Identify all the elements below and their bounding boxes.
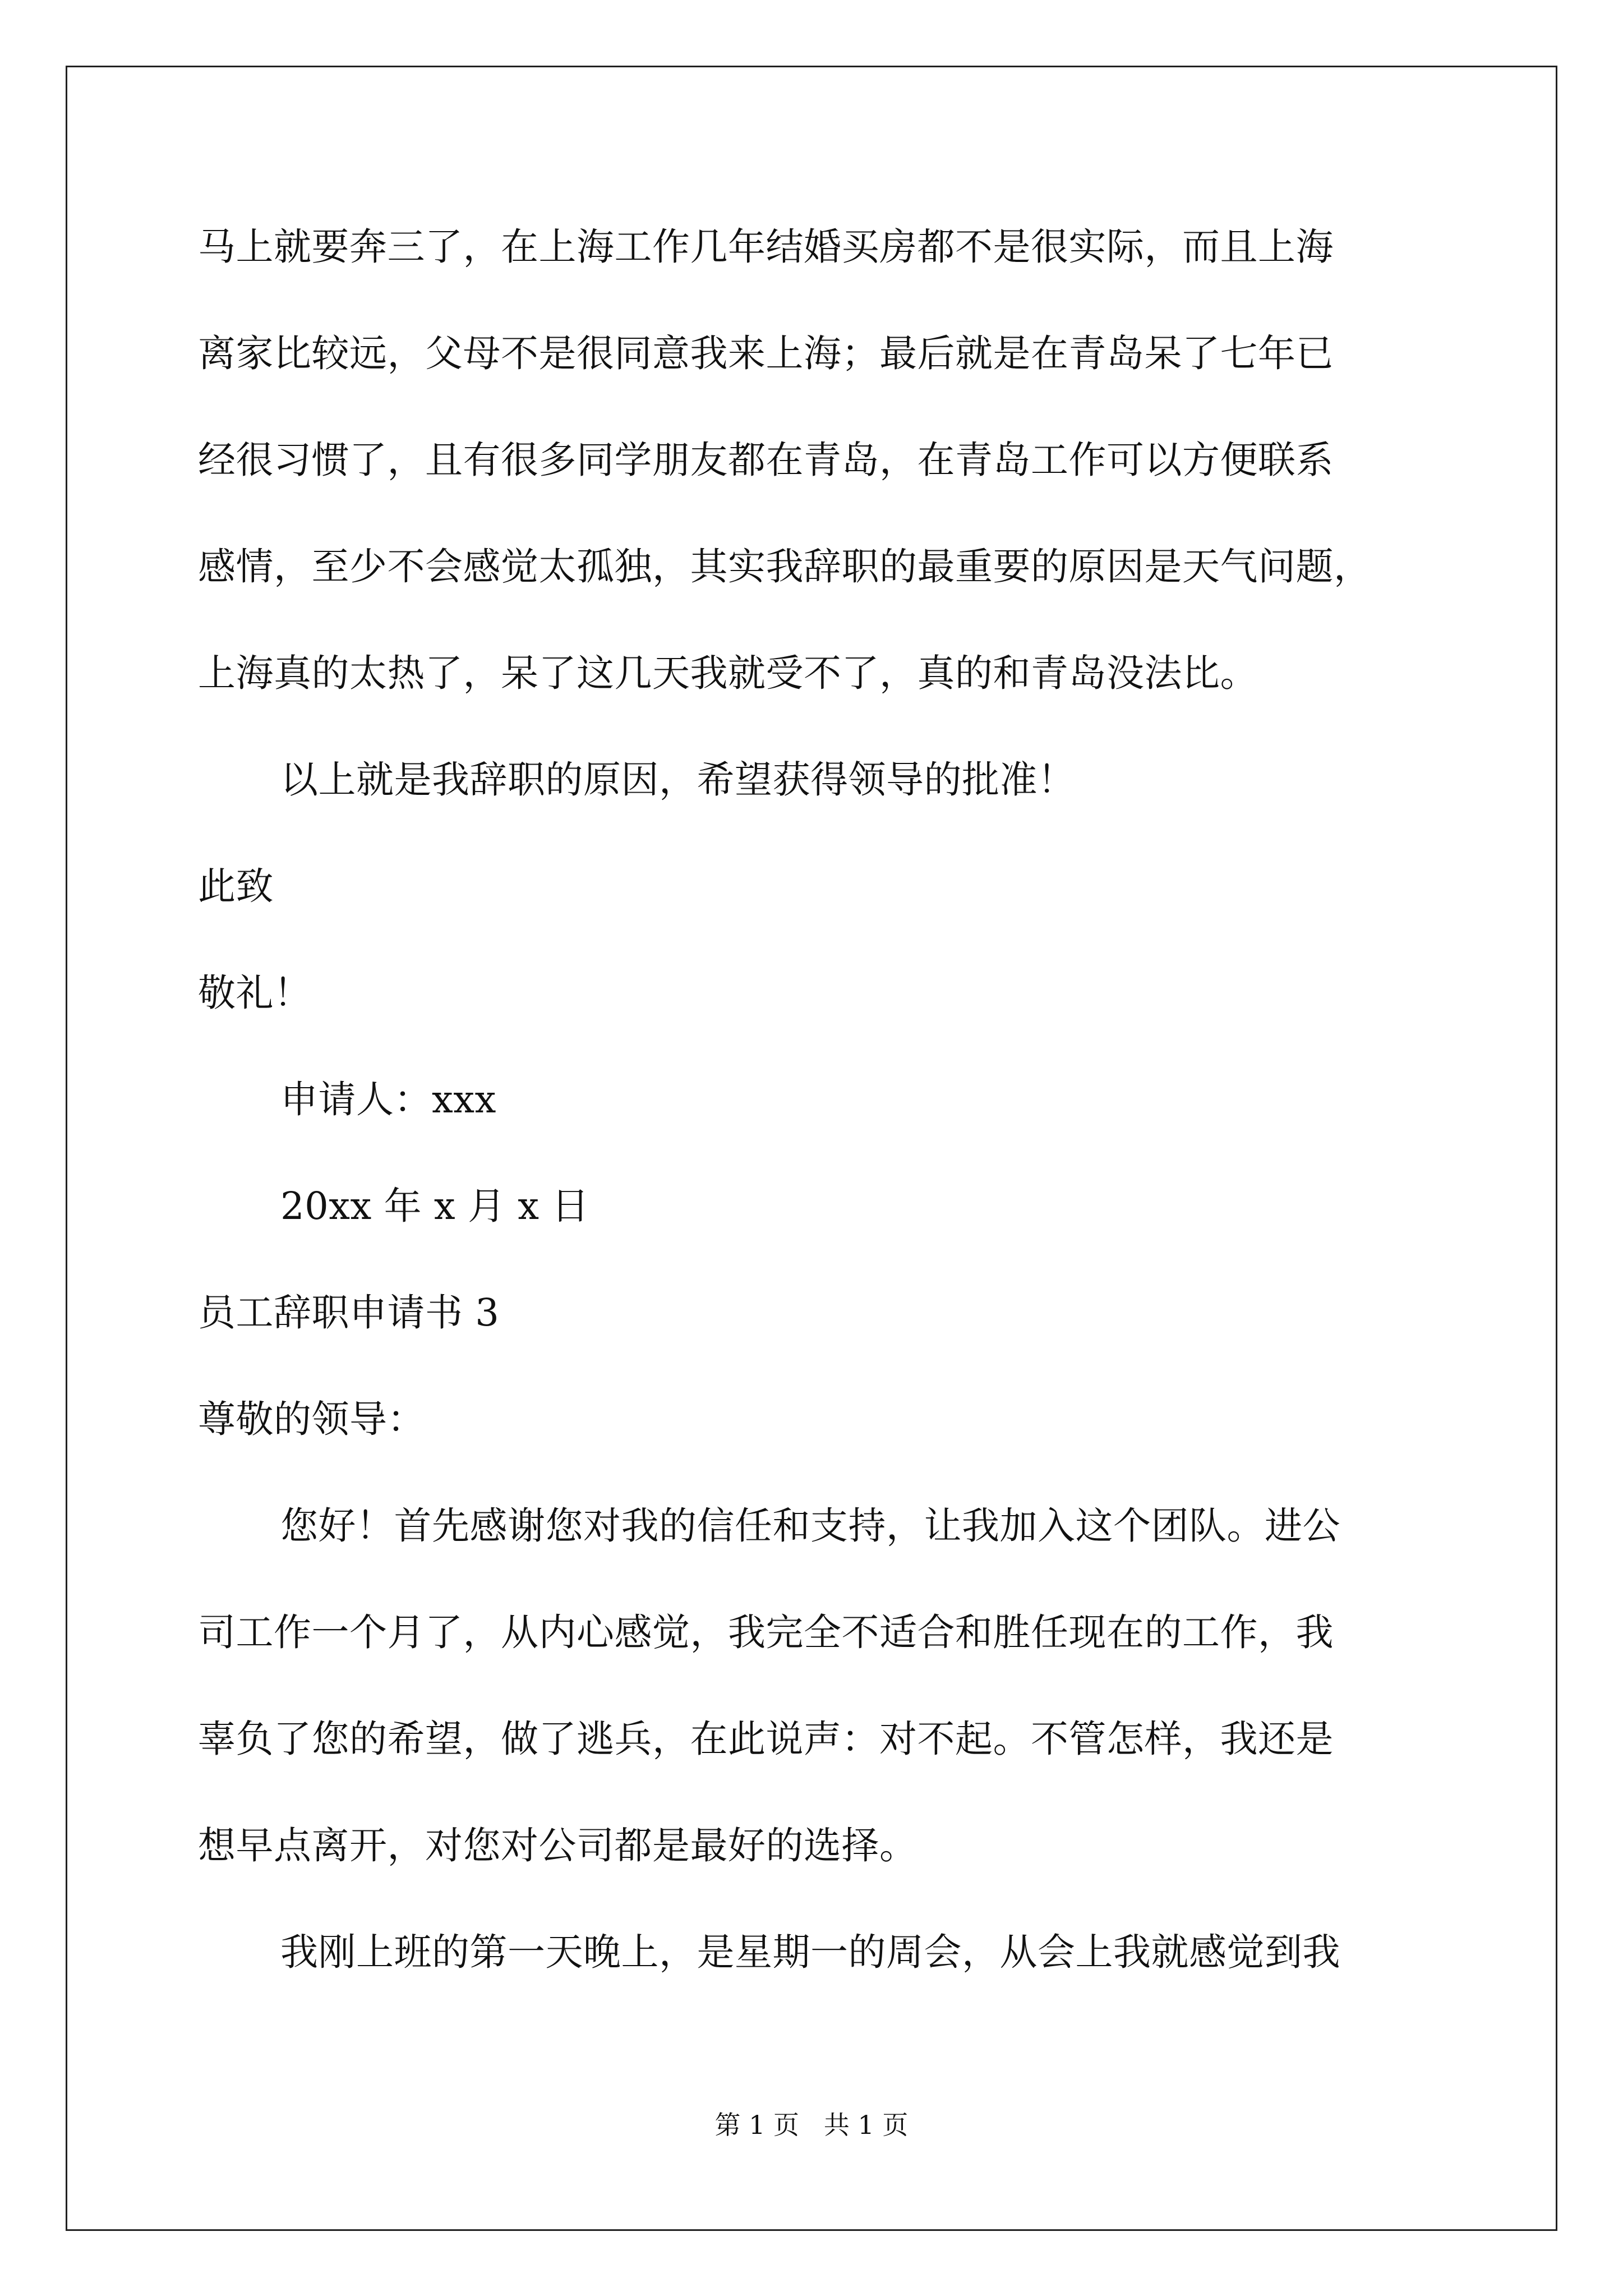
paragraph-line: 感情，至少不会感觉太孤独，其实我辞职的最重要的原因是天气问题， bbox=[198, 545, 1372, 588]
section-title: 员工辞职申请书 3 bbox=[198, 1291, 500, 1335]
paragraph-line: 经很习惯了，且有很多同学朋友都在青岛，在青岛工作可以方便联系 bbox=[198, 438, 1334, 482]
paragraph-line: 马上就要奔三了，在上海工作几年结婚买房都不是很实际，而且上海 bbox=[198, 225, 1334, 269]
paragraph-line: 以上就是我辞职的原因，希望获得领导的批准！ bbox=[280, 758, 1076, 802]
paragraph-line: 离家比较远，父母不是很同意我来上海；最后就是在青岛呆了七年已 bbox=[198, 332, 1334, 375]
paragraph-line: 上海真的太热了，呆了这几天我就受不了，真的和青岛没法比。 bbox=[198, 651, 1258, 695]
paragraph-line: 我刚上班的第一天晚上，是星期一的周会，从会上我就感觉到我 bbox=[280, 1930, 1340, 1974]
signature-date: 20xx 年 x 月 x 日 bbox=[280, 1184, 589, 1228]
paragraph-line: 辜负了您的希望，做了逃兵，在此说声：对不起。不管怎样，我还是 bbox=[198, 1717, 1334, 1761]
paragraph-line: 您好！首先感谢您对我的信任和支持，让我加入这个团队。进公 bbox=[280, 1504, 1340, 1548]
paragraph-line: 想早点离开，对您对公司都是最好的选择。 bbox=[198, 1824, 917, 1867]
page-footer: 第 1 页 共 1 页 bbox=[714, 2110, 909, 2140]
page-border bbox=[66, 66, 1557, 2231]
closing-regards: 敬礼！ bbox=[198, 971, 312, 1015]
greeting: 尊敬的领导： bbox=[198, 1397, 425, 1441]
applicant-signature: 申请人：xxx bbox=[280, 1078, 496, 1121]
closing-salutation: 此致 bbox=[198, 864, 274, 908]
paragraph-line: 司工作一个月了，从内心感觉，我完全不适合和胜任现在的工作，我 bbox=[198, 1611, 1334, 1654]
